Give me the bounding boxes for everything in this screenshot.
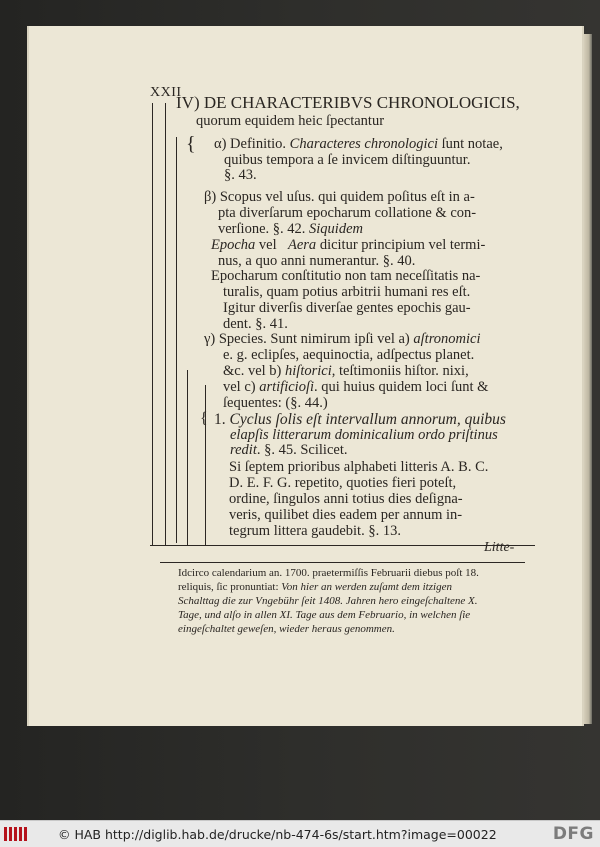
- text-line: [223, 348, 474, 363]
- text-span: Epocharum conſtitutio non tam neceſſitatis na-: [211, 268, 481, 284]
- footnote-span: Von hier an werden zuſamt dem itzigen: [281, 581, 452, 593]
- text-span: turalis, quam potius arbitrii humani res eſt.: [223, 284, 471, 300]
- footnote-rule: [160, 562, 525, 563]
- text-span: β) Scopus vel uſus. qui quidem poſitus eſt in a-: [204, 189, 475, 205]
- bracket-line: [152, 103, 153, 545]
- text-line: [288, 238, 485, 253]
- text-line: [229, 508, 462, 523]
- text-line: [230, 428, 498, 443]
- text-line: [229, 524, 401, 539]
- text-span: , teſtimoniis hiſtor. nixi,: [331, 363, 469, 379]
- text-span: nus, a quo anni numerantur. §. 40.: [218, 253, 416, 269]
- text-span: D. E. F. G. repetito, quoties fieri poteſt,: [229, 475, 457, 491]
- text-line: [204, 332, 481, 347]
- text-line: [223, 285, 470, 300]
- text-span: ſunt notae,: [438, 136, 503, 152]
- bracket-line: [205, 385, 206, 545]
- text-span: Si ſeptem prioribus alphabeti litteris A. B. C.: [229, 459, 489, 475]
- text-span: elapſis litterarum dominicalium ordo priſtinus: [230, 427, 498, 443]
- text-line: [229, 476, 456, 491]
- text-span: Siquidem: [309, 221, 363, 237]
- text-span: hiſtorici: [285, 363, 332, 379]
- text-span: verſione. §. 42.: [218, 221, 310, 237]
- page-subheading: quorum equidem heic ſpectantur: [196, 113, 385, 129]
- text-line: [214, 137, 503, 152]
- text-span: pta diverſarum epocharum collatione & con-: [218, 205, 477, 221]
- text-span: veris, quilibet dies eadem per annum in-: [229, 507, 463, 523]
- bracket-line: [176, 137, 177, 543]
- footnote-line: [178, 582, 452, 593]
- text-line: [224, 168, 257, 183]
- text-span: ordine, ſingulos anni totius dies deſigna-: [229, 491, 463, 507]
- text-line: [218, 222, 363, 237]
- text-line: [218, 254, 415, 269]
- text-span: vel: [255, 237, 277, 253]
- page-edge: [584, 34, 592, 724]
- text-line: [223, 301, 471, 316]
- text-line: [230, 443, 347, 458]
- footnote-line: [178, 610, 470, 621]
- footnote-line: [178, 624, 395, 635]
- footnote-line: [178, 596, 477, 607]
- text-span: vel c): [223, 379, 260, 395]
- text-line: [211, 238, 277, 253]
- text-line: [223, 396, 328, 411]
- text-line: [214, 412, 506, 428]
- text-span: aſtronomici: [413, 331, 481, 347]
- text-span: ſequentes: (§. 44.): [223, 395, 328, 411]
- text-span: γ) Species. Sunt nimirum ipſi vel a): [204, 331, 414, 347]
- text-rule: [150, 545, 535, 546]
- page-number: XXII: [150, 85, 182, 100]
- footnote-span: reliquis, ſic pronuntiat:: [178, 581, 282, 593]
- text-span: 1.: [214, 411, 230, 428]
- bracket-line: [165, 103, 166, 545]
- text-line: [223, 364, 469, 379]
- footer-bar: [0, 820, 600, 847]
- footnote-span: Tage, und alſo in allen XI. Tage aus dem Februario, in welchen ſie: [178, 609, 471, 621]
- footer-url[interactable]: © HAB http://diglib.hab.de/drucke/nb-474-6s/start.htm?image=00022: [58, 827, 497, 842]
- footnote-span: Idcirco calendarium an. 1700. praetermiſſis Februarii diebus poſt 18.: [178, 567, 479, 579]
- text-span: tegrum littera gaudebit. §. 13.: [229, 523, 401, 539]
- text-span: dent. §. 41.: [223, 316, 288, 332]
- text-span: dicitur principium vel termi-: [316, 237, 486, 253]
- text-line: [229, 492, 463, 507]
- text-line: [223, 317, 288, 332]
- text-span: Igitur diverſis diverſae gentes epochis gau-: [223, 300, 471, 316]
- brace-mark: {: [200, 410, 208, 427]
- catchword: Litte-: [484, 540, 515, 555]
- footnote-line: [178, 568, 479, 579]
- text-span: quibus tempora a ſe invicem diſtinguuntur.: [224, 152, 471, 168]
- text-span: e. g. eclipſes, aequinoctia, adſpectus planet.: [223, 347, 475, 363]
- text-span: Characteres chronologici: [289, 136, 438, 152]
- text-span: . qui huius quidem loci ſunt &: [314, 379, 489, 395]
- brace-mark: {: [186, 133, 196, 155]
- hab-logo-icon: [4, 827, 28, 841]
- text-span: Epocha: [211, 237, 256, 253]
- text-span: &c. vel b): [223, 363, 286, 379]
- text-line: [229, 460, 488, 475]
- text-span: Aera: [288, 237, 317, 253]
- footnote-span: Schalttag die zur Vngebühr ſeit 1408. Jahren hero eingeſchaltene X.: [178, 595, 478, 607]
- text-span: §. 43.: [224, 167, 257, 183]
- text-span: Cyclus ſolis eſt intervallum annorum, quibus: [229, 411, 506, 428]
- text-line: [211, 269, 480, 284]
- text-span: redit: [230, 442, 257, 458]
- text-line: [218, 206, 476, 221]
- text-line: [223, 380, 488, 395]
- dfg-logo: DFG: [552, 824, 594, 844]
- page-heading: IV) DE CHARACTERIBVS CHRONOLOGICIS,: [176, 93, 520, 112]
- text-line: [224, 153, 470, 168]
- text-span: α) Definitio.: [214, 136, 290, 152]
- footnote-span: eingeſchaltet geweſen, wieder heraus genommen.: [178, 623, 395, 635]
- text-span: artificioſi: [259, 379, 315, 395]
- bracket-line: [187, 370, 188, 545]
- text-span: . §. 45. Scilicet.: [256, 442, 348, 458]
- text-line: [204, 190, 475, 205]
